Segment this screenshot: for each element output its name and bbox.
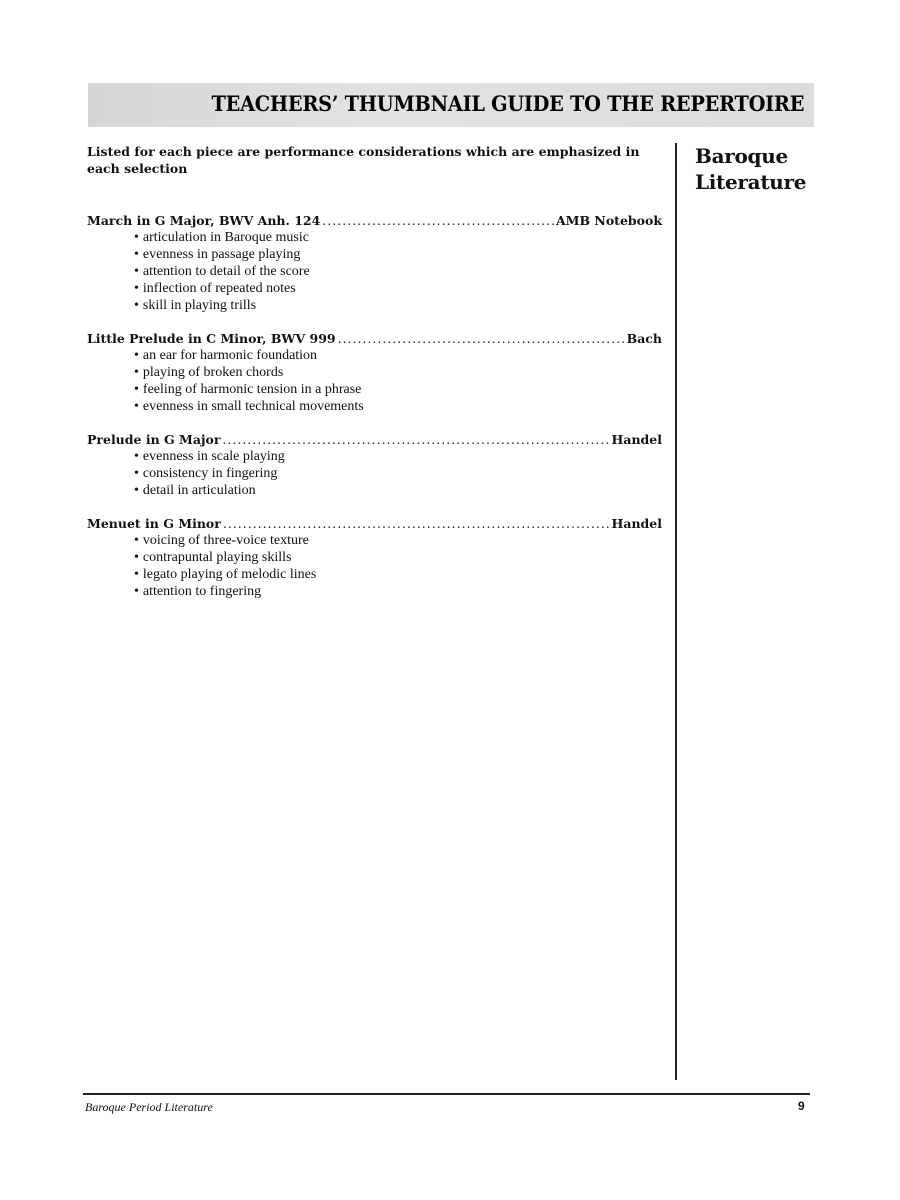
page-title: TEACHERS’ THUMBNAIL GUIDE TO THE REPERTOIRE xyxy=(211,91,804,116)
header-band xyxy=(88,83,814,127)
list-item: • articulation in Baroque music xyxy=(134,229,662,246)
section-title xyxy=(695,143,806,195)
dot-leader xyxy=(222,431,609,448)
list-item: • voicing of three-voice texture xyxy=(134,532,662,549)
piece-heading xyxy=(87,431,662,448)
consideration-list xyxy=(87,448,662,499)
list-item: • skill in playing trills xyxy=(134,297,662,314)
consideration-list xyxy=(87,347,662,415)
piece-little-prelude-c-minor xyxy=(87,330,662,415)
list-item: • evenness in scale playing xyxy=(134,448,662,465)
piece-heading xyxy=(87,515,662,532)
list-item: • playing of broken chords xyxy=(134,364,662,381)
list-item: • consistency in fingering xyxy=(134,465,662,482)
piece-heading xyxy=(87,330,662,347)
vertical-divider xyxy=(675,143,677,1080)
list-item: • attention to fingering xyxy=(134,583,662,600)
piece-heading xyxy=(87,212,662,229)
list-item: • feeling of harmonic tension in a phrase xyxy=(134,381,662,398)
page-number: 9 xyxy=(798,1099,805,1113)
piece-composer: AMB Notebook xyxy=(555,213,662,228)
piece-composer: Handel xyxy=(611,432,662,447)
list-item: • evenness in small technical movements xyxy=(134,398,662,415)
footer-label: Baroque Period Literature xyxy=(85,1100,213,1114)
list-item: • evenness in passage playing xyxy=(134,246,662,263)
piece-title: Little Prelude in C Minor, BWV 999 xyxy=(87,331,336,346)
consideration-list xyxy=(87,532,662,600)
list-item: • legato playing of melodic lines xyxy=(134,566,662,583)
section-title-line2: Literature xyxy=(695,170,807,194)
intro-text: Listed for each piece are performance considerations which are emphasized in each selection xyxy=(87,144,640,176)
footer-rule xyxy=(83,1093,810,1095)
piece-title: March in G Major, BWV Anh. 124 xyxy=(87,213,321,228)
list-item: • attention to detail of the score xyxy=(134,263,662,280)
list-item: • contrapuntal playing skills xyxy=(134,549,662,566)
piece-composer: Bach xyxy=(626,331,662,346)
list-item: • inflection of repeated notes xyxy=(134,280,662,297)
piece-march-g-major xyxy=(87,212,662,314)
piece-composer: Handel xyxy=(611,516,662,531)
piece-menuet-g-minor xyxy=(87,515,662,600)
dot-leader xyxy=(322,212,554,229)
piece-prelude-g-major xyxy=(87,431,662,499)
piece-title: Menuet in G Minor xyxy=(87,516,221,531)
consideration-list xyxy=(87,229,662,314)
dot-leader xyxy=(338,330,625,347)
piece-title: Prelude in G Major xyxy=(87,432,221,447)
dot-leader xyxy=(223,515,610,532)
piece-list xyxy=(87,212,662,616)
list-item: • detail in articulation xyxy=(134,482,662,499)
list-item: • an ear for harmonic foundation xyxy=(134,347,662,364)
section-title-line1: Baroque xyxy=(695,144,788,168)
